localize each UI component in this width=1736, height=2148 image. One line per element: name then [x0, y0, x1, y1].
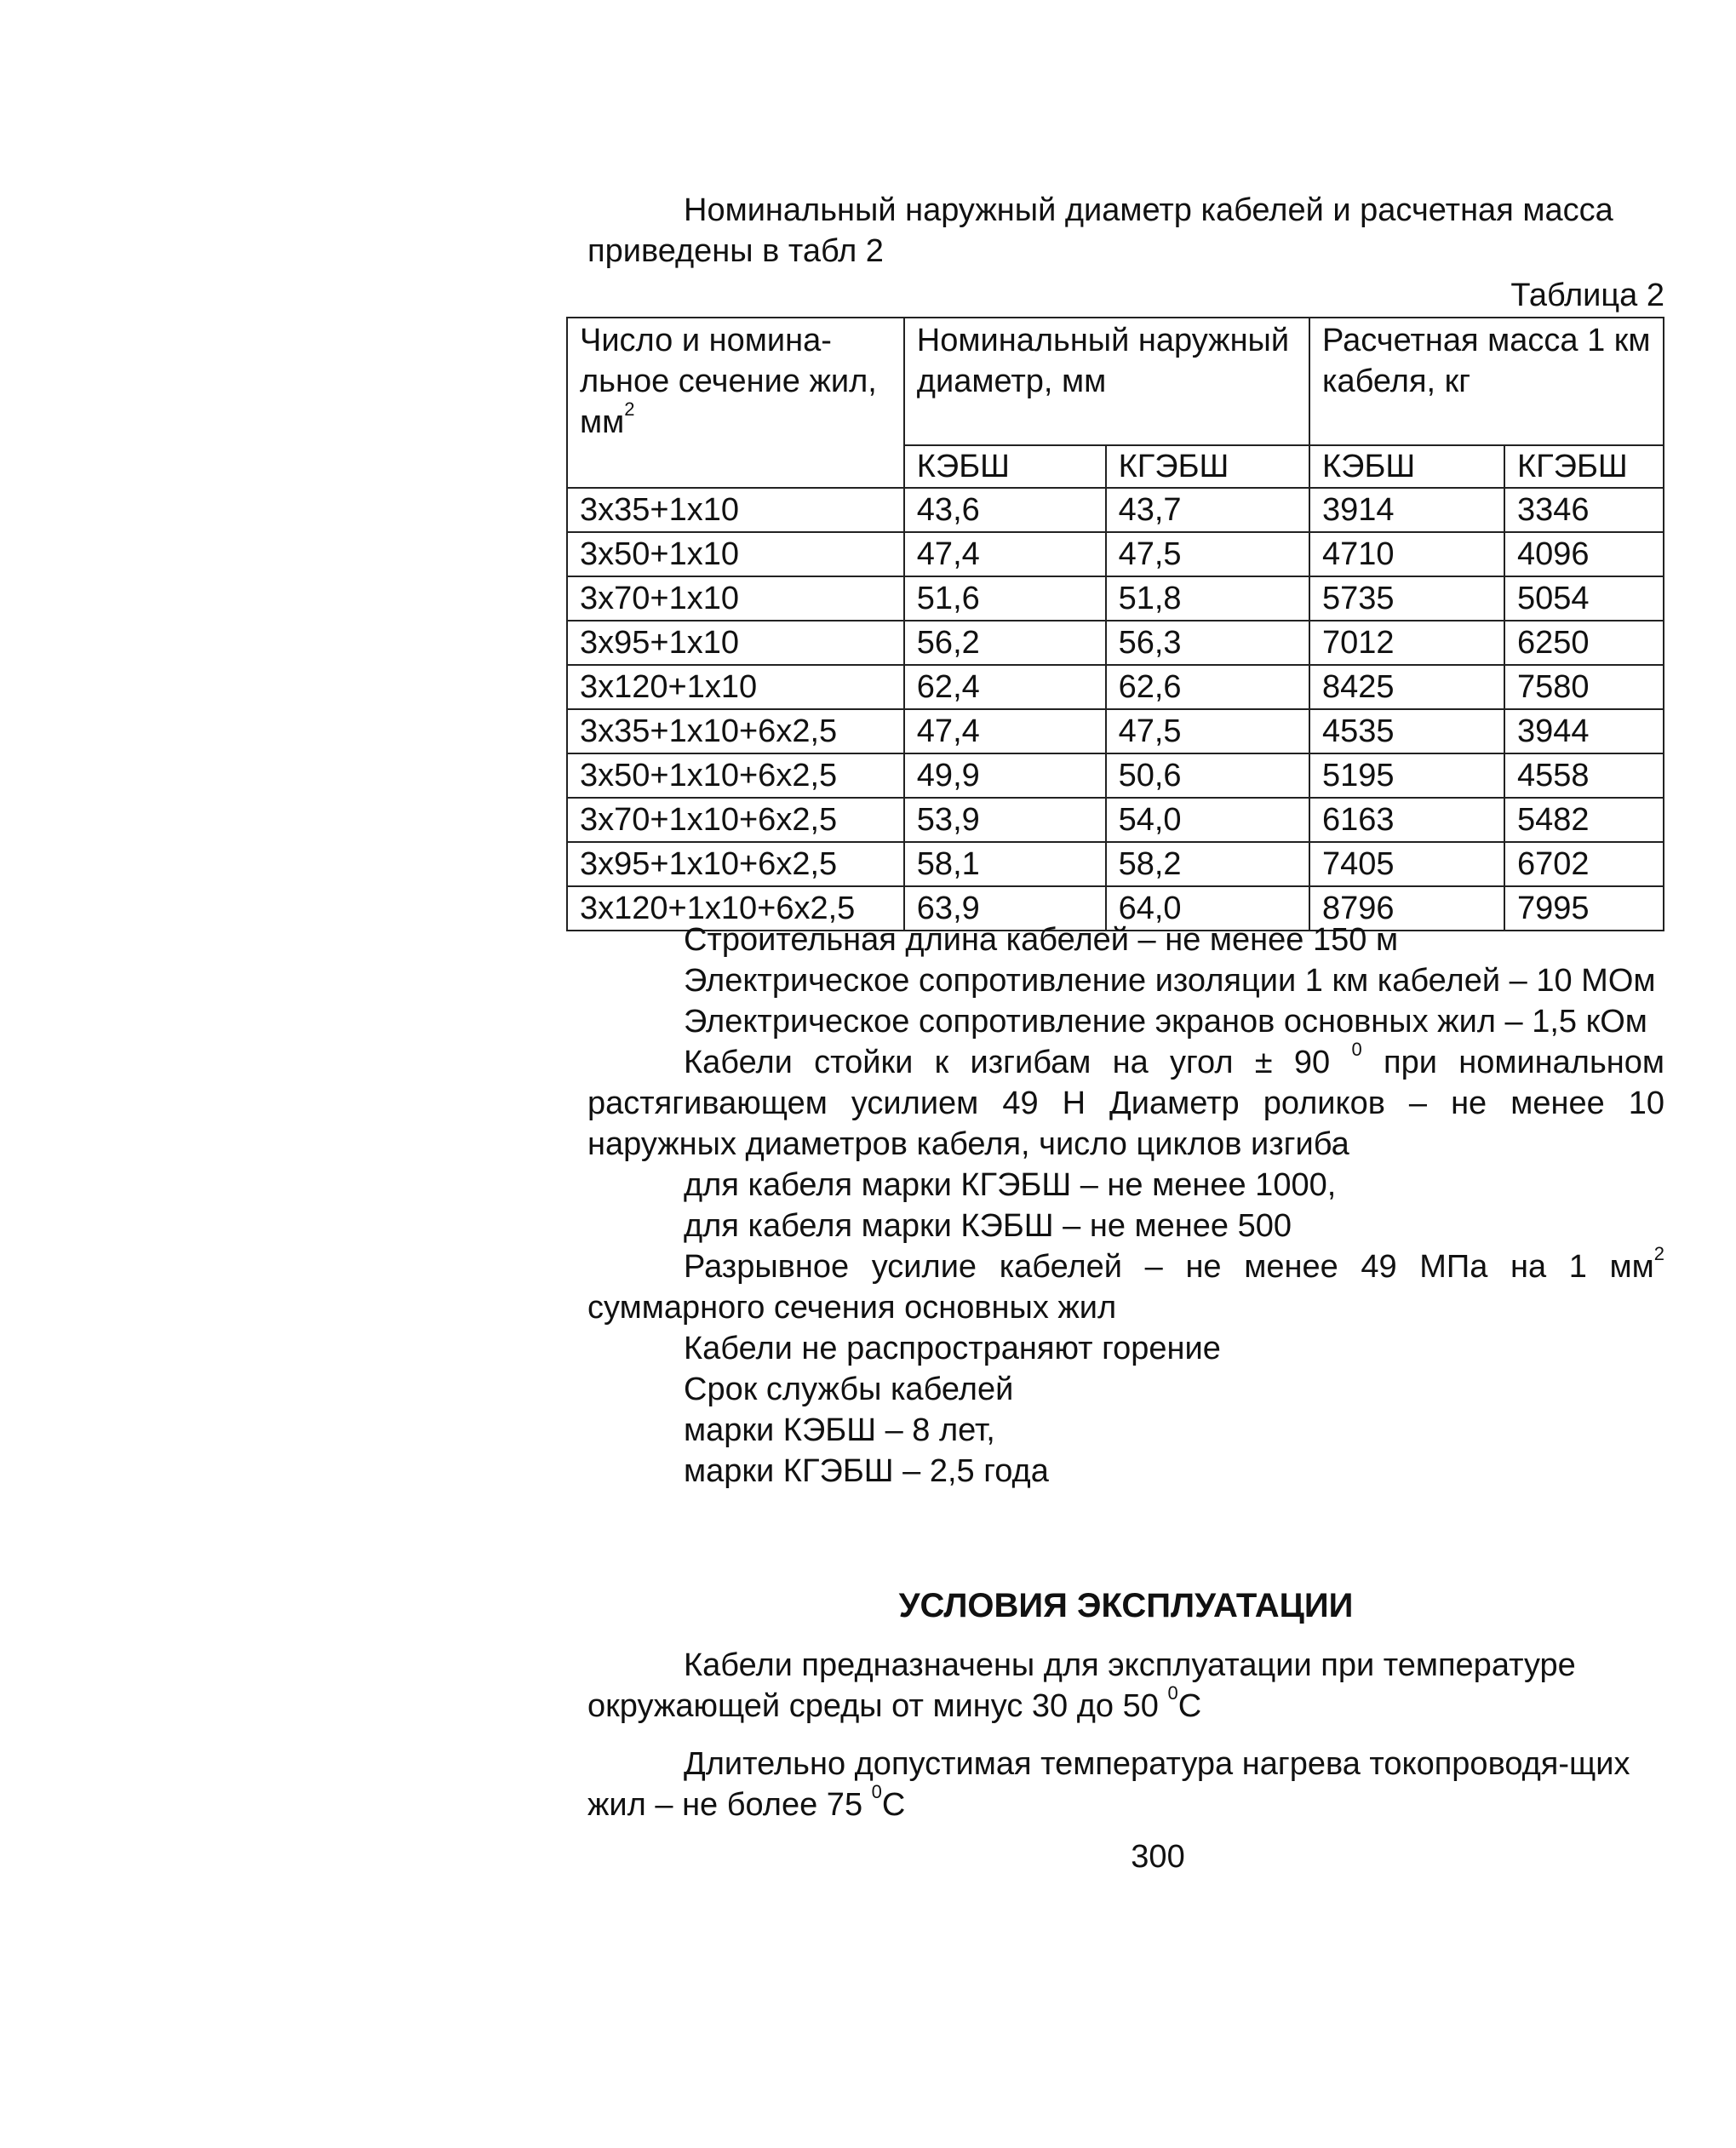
cell-value: 58,1: [904, 842, 1106, 886]
degree-sup: 0: [1167, 1682, 1178, 1704]
cell-value: 4710: [1309, 532, 1504, 576]
cell-section: 3х95+1х10+6х2,5: [567, 842, 904, 886]
operation-text: [587, 1645, 1664, 1825]
cell-value: 43,7: [1106, 488, 1309, 532]
intro-paragraph: Номинальный наружный диаметр кабелей и расчетная масса приведены в табл 2: [587, 192, 1613, 269]
table-row: [567, 709, 1664, 753]
square-sup: 2: [1653, 1243, 1664, 1265]
cell-value: 5195: [1309, 753, 1504, 798]
heating-text: Длительно допустимая температура нагрева токопроводя-щих жил – не более 75: [587, 1746, 1630, 1823]
table-row: [567, 621, 1664, 665]
life-kebsh-line: марки КЭБШ – 8 лет,: [684, 1412, 995, 1448]
cell-value: 62,4: [904, 665, 1106, 709]
cell-section: 3х70+1х10: [567, 576, 904, 621]
subheader-kebsh-mass: КЭБШ: [1309, 445, 1504, 488]
table-row: [567, 576, 1664, 621]
service-life-line: Срок службы кабелей: [684, 1372, 1014, 1407]
cell-section: 3х50+1х10: [567, 532, 904, 576]
paragraph-gap: [587, 1727, 1664, 1744]
fire-line: Кабели не распространяют горение: [684, 1331, 1221, 1366]
life-kgebsh-line: марки КГЭБШ – 2,5 года: [684, 1453, 1049, 1489]
cell-value: 6163: [1309, 798, 1504, 842]
bending-text-cont: при номинальном растягивающем усилием 49 Н Диаметр роликов – не менее 10 наружных диаметров кабеля, число циклов изгиба: [587, 1045, 1665, 1162]
cell-value: 7580: [1504, 665, 1664, 709]
cell-value: 64,0: [1106, 886, 1309, 931]
bending-paragraph: [587, 1039, 1665, 1165]
subheader-kgebsh-diameter: КГЭБШ: [1106, 445, 1309, 488]
intro-block: [587, 190, 1664, 272]
cell-value: 6250: [1504, 621, 1664, 665]
header-cores-label: Число и номина-льное сечение жил, мм: [580, 323, 877, 440]
cell-value: 5735: [1309, 576, 1504, 621]
degree-sup: 0: [871, 1781, 882, 1803]
cell-value: 50,6: [1106, 753, 1309, 798]
cell-section: 3х120+1х10+6х2,5: [567, 886, 904, 931]
cell-value: 7995: [1504, 886, 1664, 931]
cell-value: 7012: [1309, 621, 1504, 665]
cell-value: 56,3: [1106, 621, 1309, 665]
cell-value: 47,5: [1106, 532, 1309, 576]
screens-paragraph: Электрическое сопротивление экранов основных жил – 1,5 кОм: [684, 1004, 1647, 1040]
breaking-text: Разрывное усилие кабелей – не менее 49 МПа на 1 мм: [684, 1249, 1654, 1285]
cell-value: 6702: [1504, 842, 1664, 886]
cell-value: 54,0: [1106, 798, 1309, 842]
length-paragraph: Строительная длина кабелей – не менее 150 м: [684, 922, 1399, 958]
cell-section: 3х35+1х10+6х2,5: [567, 709, 904, 753]
cell-value: 53,9: [904, 798, 1106, 842]
cell-section: 3х50+1х10+6х2,5: [567, 753, 904, 798]
cell-value: 3944: [1504, 709, 1664, 753]
cell-value: 7405: [1309, 842, 1504, 886]
subheader-kgebsh-mass: КГЭБШ: [1504, 445, 1664, 488]
table-row: [567, 665, 1664, 709]
cell-value: 4535: [1309, 709, 1504, 753]
header-cores-sup: 2: [624, 398, 635, 421]
cell-value: 56,2: [904, 621, 1106, 665]
table-row: [567, 798, 1664, 842]
celsius-unit: С: [1177, 1688, 1202, 1724]
bending-text: Кабели стойки к изгибам на угол ± 90: [684, 1045, 1331, 1080]
table-row: [567, 488, 1664, 532]
cell-section: 3х95+1х10: [567, 621, 904, 665]
table-caption: Таблица 2: [1510, 278, 1664, 313]
cell-value: 43,6: [904, 488, 1106, 532]
cell-value: 3914: [1309, 488, 1504, 532]
table-row: [567, 753, 1664, 798]
subheader-kebsh-diameter: КЭБШ: [904, 445, 1106, 488]
cell-value: 51,8: [1106, 576, 1309, 621]
cell-value: 62,6: [1106, 665, 1309, 709]
bending-kebsh-line: для кабеля марки КЭБШ – не менее 500: [684, 1208, 1292, 1244]
cell-value: 8796: [1309, 886, 1504, 931]
header-cores-section: [567, 318, 904, 488]
heating-paragraph: [587, 1744, 1664, 1825]
cell-value: 49,9: [904, 753, 1106, 798]
celsius-unit: С: [881, 1787, 906, 1823]
cell-value: 47,4: [904, 709, 1106, 753]
table-row: [567, 532, 1664, 576]
cell-section: 3х120+1х10: [567, 665, 904, 709]
cell-section: 3х70+1х10+6х2,5: [567, 798, 904, 842]
table-row: [567, 842, 1664, 886]
cell-value: 47,5: [1106, 709, 1309, 753]
cell-value: 47,4: [904, 532, 1106, 576]
breaking-text-cont: суммарного сечения основных жил: [587, 1290, 1117, 1326]
cell-value: 5054: [1504, 576, 1664, 621]
ambient-text: Кабели предназначены для эксплуатации при температуре окружающей среды от минус 30 до 50: [587, 1647, 1576, 1724]
cell-value: 63,9: [904, 886, 1106, 931]
table-header-row: [567, 318, 1664, 445]
degree-sup: 0: [1351, 1039, 1362, 1061]
cell-value: 4558: [1504, 753, 1664, 798]
specifications-text: [587, 919, 1664, 1492]
page-number: 300: [1131, 1839, 1185, 1875]
cell-value: 3346: [1504, 488, 1664, 532]
bending-kgebsh-line: для кабеля марки КГЭБШ – не менее 1000,: [684, 1167, 1337, 1203]
ambient-paragraph: [587, 1645, 1664, 1727]
section-heading: УСЛОВИЯ ЭКСПЛУАТАЦИИ: [898, 1587, 1354, 1624]
insulation-paragraph: Электрическое сопротивление изоляции 1 км кабелей – 10 МОм: [684, 963, 1656, 999]
cell-section: 3х35+1х10: [567, 488, 904, 532]
header-diameter-group: Номинальный наружный диаметр, мм: [904, 318, 1309, 445]
cell-value: 5482: [1504, 798, 1664, 842]
cell-value: 58,2: [1106, 842, 1309, 886]
header-mass-group: Расчетная масса 1 км кабеля, кг: [1309, 318, 1664, 445]
cell-value: 4096: [1504, 532, 1664, 576]
cell-value: 51,6: [904, 576, 1106, 621]
cell-value: 8425: [1309, 665, 1504, 709]
cable-spec-table: [566, 317, 1664, 931]
breaking-paragraph: [587, 1243, 1664, 1328]
